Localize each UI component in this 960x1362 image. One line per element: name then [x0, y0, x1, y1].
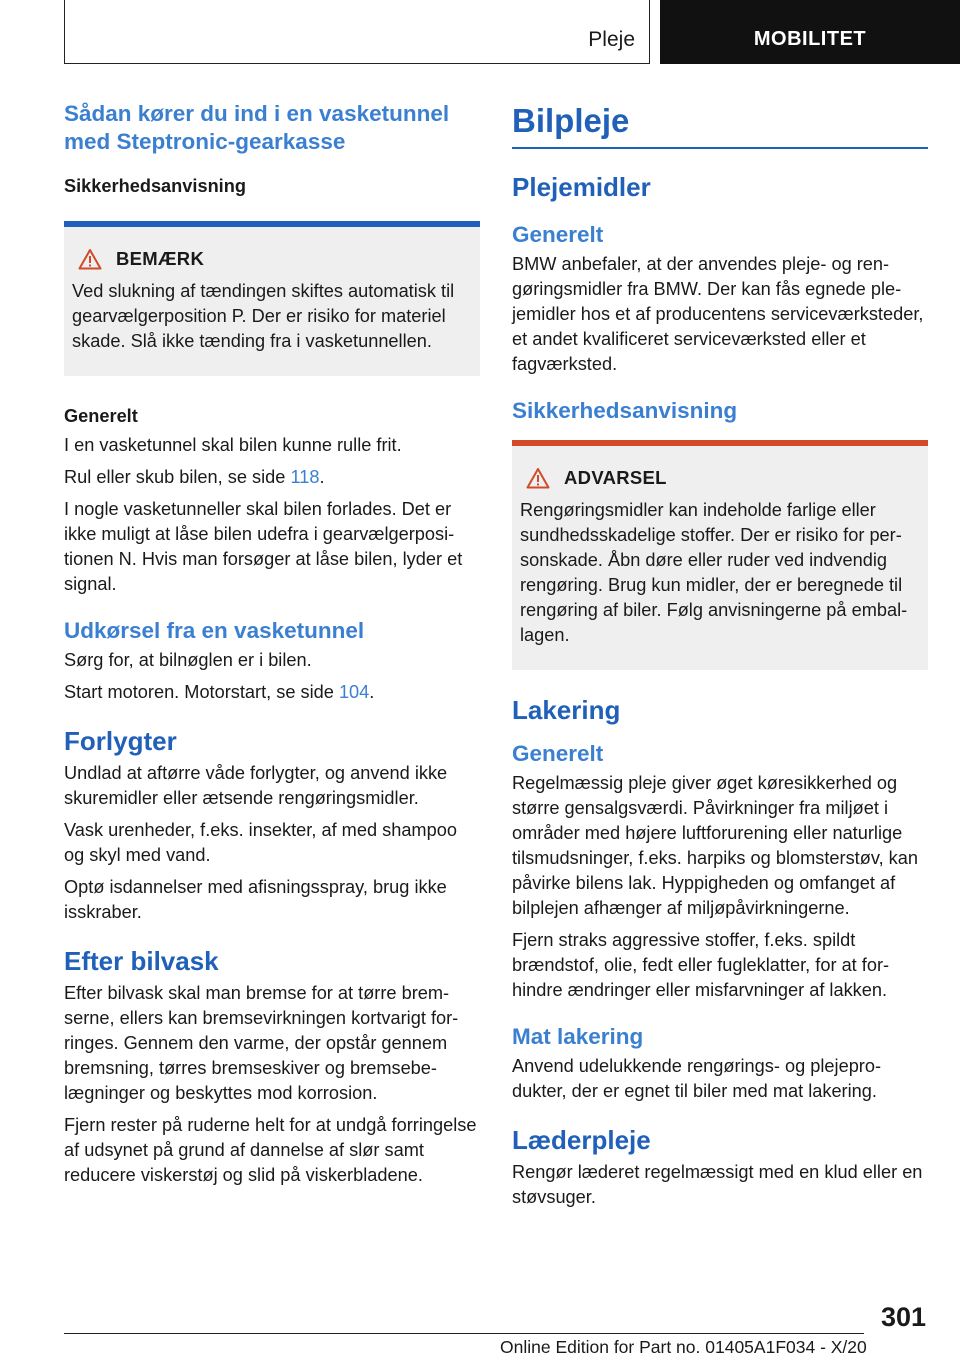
right-column [512, 100, 928, 1217]
footer-edition-text: Online Edition for Part no. 01405A1F034 - X/20 [500, 1337, 867, 1357]
warning-label: ADVARSEL [564, 467, 667, 488]
warning-callout [512, 440, 928, 670]
carwash-exit-heading: Udkørsel fra en vasketunnel [64, 618, 365, 643]
footer-rule [64, 1333, 864, 1334]
after-carwash-paragraph-1: Efter bilvask skal man bremse for at tørre bremserne, ellers kan bremsevirkningen kortvarigt forringes. Gennem den varme, der opstår gennem bremsning, tørres bremseskiver og bremsebelægninger og beskyttes mod korrosion. [64, 983, 459, 1103]
right-general-heading: Generelt [512, 222, 604, 247]
headlights-paragraph-3: Optø isdannelser med afisningsspray, brug ikke isskraber. [64, 877, 447, 922]
exit-paragraph-1: Sørg for, at bilnøglen er i bilen. [64, 650, 312, 670]
after-carwash-heading: Efter bilvask [64, 946, 219, 976]
header-chapter-title: MOBILITET [753, 28, 867, 50]
page-ref-link-104[interactable]: 104 [338, 682, 370, 702]
header-chapter-tab [660, 0, 960, 64]
page-ref-link-118[interactable]: 118 [290, 467, 320, 487]
exit-paragraph-2: Start motoren. Motorstart, se side 104. [64, 682, 375, 702]
paint-paragraph-2: Fjern straks aggressive stoffer, f.eks. spildt brændstof, olie, fedt eller fugleklatter, for at forhindre ændringer eller misfarvninger af lakken. [512, 930, 890, 1000]
car-care-title: Bilpleje [512, 100, 928, 149]
warning-triangle-icon [526, 467, 550, 489]
matte-paint-heading: Mat lakering [512, 1024, 644, 1049]
left-column [64, 100, 480, 1195]
headlights-paragraph-2: Vask urenheder, f.eks. insekter, af med shampoo og skyl med vand. [64, 820, 457, 865]
general-paragraph-1: I en vasketunnel skal bilen kunne rulle frit. [64, 435, 402, 455]
leather-care-heading: Læderpleje [512, 1125, 651, 1155]
paint-paragraph-1: Regelmæssig pleje giver øget køresikkerhed og større gensalgsværdi. Påvirkninger fra miljøet i områder med højere luftforurening eller naturlige tilsmudsninger, f.eks. harpiks og blomsterstøv, kan påvirke bilens lak. Hyppigheden og omfanget af bilplejen afhænger af miljøpåvirkningerne. [512, 773, 919, 918]
page-number: 301 [880, 1302, 926, 1332]
header-section-title: Pleje [588, 28, 635, 51]
notice-text: Ved slukning af tændingen skiftes automatisk til gearvælgerposition P. Der er risiko for materiel skade. Slå ikke tænding fra i vasketunnellen. [72, 281, 455, 351]
left-general-heading: Generelt [64, 406, 138, 426]
headlights-heading: Forlygter [64, 726, 177, 756]
paint-general-heading: Generelt [512, 741, 604, 766]
carwash-steptronic-heading: Sådan kører du ind i en vasketunnel med Steptronic-gearkasse [64, 101, 450, 154]
general-paragraph-2: Rul eller skub bilen, se side 118. [64, 467, 325, 487]
notice-label: BEMÆRK [116, 248, 205, 269]
leather-care-paragraph: Rengør læderet regelmæssigt med en klud eller en støvsuger. [512, 1162, 923, 1207]
general-paragraph-3: I nogle vasketunneller skal bilen forlades. Det er ikke muligt at låse bilen udefra i gearvælgerpositionen N. Hvis man forsøger at låse bilen, lyder et signal. [64, 499, 463, 594]
notice-callout [64, 221, 480, 376]
warning-triangle-icon [78, 248, 102, 270]
headlights-paragraph-1: Undlad at aftørre våde forlygter, og anvend ikke skuremidler eller ætsende rengøringsmidler. [64, 763, 448, 808]
matte-paint-paragraph: Anvend udelukkende rengørings- og plejeprodukter, der er egnet til biler med mat lakering. [512, 1056, 882, 1101]
right-safety-heading: Sikkerhedsanvisning [512, 398, 738, 423]
left-safety-heading: Sikkerhedsanvisning [64, 176, 246, 196]
care-general-paragraph: BMW anbefaler, at der anvendes pleje- og rengøringsmidler fra BMW. Der kan fås egnede plejemidler hos et af producentens serviceværksteder, et andet kvalificeret serviceværksted eller et fagværksted. [512, 254, 924, 374]
paint-heading: Lakering [512, 695, 621, 725]
warning-text: Rengøringsmidler kan indeholde farlige eller sundhedsskadelige stoffer. Der er risiko for personskade. Åbn døre eller ruder ved indvendig rengøring. Brug kun midler, der er beregnede til rengøring af biler. Følg anvisningerne på emballagen. [520, 500, 908, 645]
after-carwash-paragraph-2: Fjern rester på ruderne helt for at undgå forringelse af udsynet på grund af dannelse af slør samt reducere viskerstøj og slid på viskerbladene. [64, 1115, 477, 1185]
care-products-heading: Plejemidler [512, 172, 651, 202]
header-section-box [64, 0, 650, 64]
